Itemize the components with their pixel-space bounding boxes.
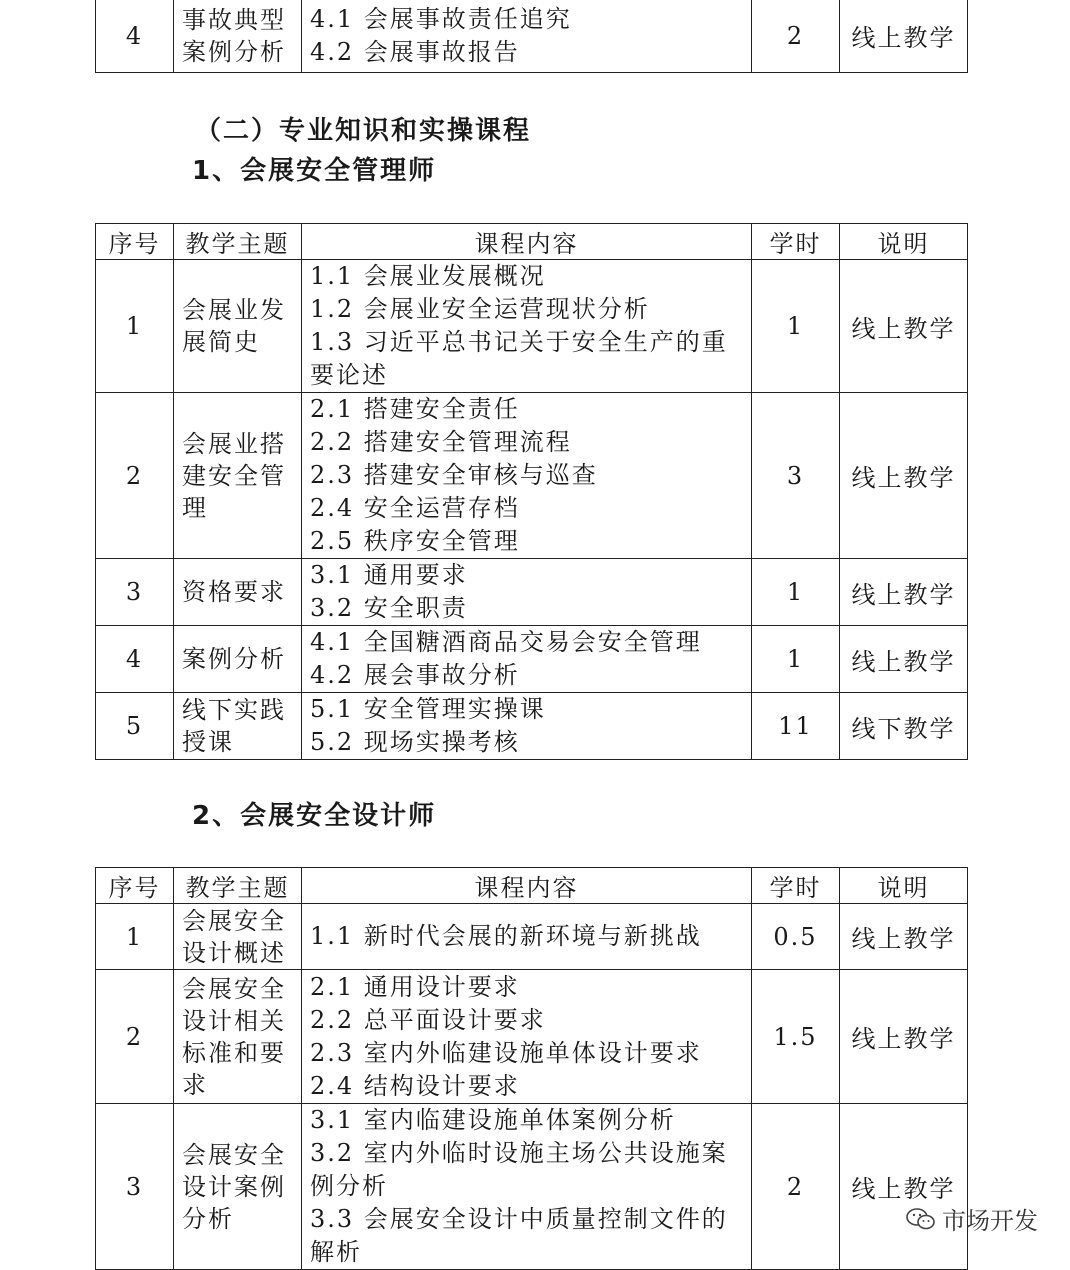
content-line: 2.2 总平面设计要求	[310, 1005, 546, 1034]
sub2-heading: 2、会展安全设计师	[192, 801, 437, 831]
row-hours: 1	[752, 260, 840, 393]
row-hours: 11	[752, 693, 840, 760]
watermark-text: 市场开发	[942, 1207, 1038, 1235]
watermark	[906, 1201, 1038, 1236]
table-safety-designer	[95, 867, 968, 1270]
content-line: 2.5 秩序安全管理	[310, 527, 520, 555]
content-line: 3.1 通用要求	[310, 561, 468, 589]
table-row	[96, 559, 968, 626]
header-row	[96, 868, 968, 904]
row-topic: 会展安全设计概述	[174, 904, 302, 970]
row-contents	[302, 693, 752, 760]
header-note: 说明	[840, 224, 968, 260]
content-line: 3.1 室内临建设施单体案例分析	[310, 1106, 676, 1134]
row-hours: 1	[752, 626, 840, 693]
row-number: 3	[96, 559, 174, 626]
content-line: 2.1 搭建安全责任	[310, 395, 520, 423]
row-note: 线下教学	[840, 693, 968, 760]
content-line: 2.1 通用设计要求	[310, 972, 520, 1001]
row-topic: 会展业发展简史	[174, 260, 302, 393]
row-hours: 0.5	[752, 904, 840, 970]
row-note: 线上教学	[840, 0, 968, 73]
header-hours: 学时	[752, 224, 840, 260]
row-number: 5	[96, 693, 174, 760]
row-hours: 2	[752, 0, 840, 73]
table-row	[96, 1104, 968, 1270]
row-contents	[302, 626, 752, 693]
row-number: 4	[96, 626, 174, 693]
row-note: 线上教学	[840, 559, 968, 626]
row-topic: 线下实践授课	[174, 693, 302, 760]
row-contents	[302, 559, 752, 626]
header-no: 序号	[96, 868, 174, 904]
row-number: 3	[96, 1104, 174, 1270]
content-line: 2.4 结构设计要求	[310, 1071, 520, 1100]
row-hours: 1	[752, 559, 840, 626]
content-line: 2.3 室内外临建设施单体设计要求	[310, 1038, 702, 1067]
content-line: 2.4 安全运营存档	[310, 494, 520, 522]
row-number: 2	[96, 970, 174, 1104]
header-no: 序号	[96, 224, 174, 260]
header-content: 课程内容	[302, 868, 752, 904]
section-heading: （二）专业知识和实操课程	[195, 116, 532, 146]
table-row	[96, 0, 968, 73]
content-line: 4.1 全国糖酒商品交易会安全管理	[310, 628, 702, 656]
content-line: 1.1 会展业发展概况	[310, 262, 546, 290]
top-table	[95, 0, 968, 73]
row-contents	[302, 393, 752, 559]
row-topic: 会展安全设计相关标准和要求	[174, 970, 302, 1104]
header-hours: 学时	[752, 868, 840, 904]
header-topic: 教学主题	[174, 868, 302, 904]
row-topic: 资格要求	[174, 559, 302, 626]
table-row	[96, 260, 968, 393]
content-line: 2.2 搭建安全管理流程	[310, 428, 572, 456]
header-row	[96, 224, 968, 260]
row-hours: 2	[752, 1104, 840, 1270]
table-row	[96, 626, 968, 693]
table-row	[96, 693, 968, 760]
row-topic: 会展安全设计案例分析	[174, 1104, 302, 1270]
row-number: 4	[96, 0, 174, 73]
row-topic: 会展业搭建安全管理	[174, 393, 302, 559]
row-note: 线上教学	[840, 1104, 968, 1270]
row-hours: 3	[752, 393, 840, 559]
header-topic: 教学主题	[174, 224, 302, 260]
row-number: 2	[96, 393, 174, 559]
content-line: 4.2 展会事故分析	[310, 661, 520, 689]
content-line: 3.2 室内外临时设施主场公共设施案例分析	[310, 1139, 728, 1200]
row-note: 线上教学	[840, 626, 968, 693]
content-line: 2.3 搭建安全审核与巡查	[310, 461, 598, 489]
content-line: 1.2 会展业安全运营现状分析	[310, 295, 650, 323]
row-note: 线上教学	[840, 904, 968, 970]
row-contents	[302, 970, 752, 1104]
content-line: 3.2 安全职责	[310, 594, 468, 622]
content-line: 1.1 新时代会展的新环境与新挑战	[310, 922, 702, 950]
content-line: 5.1 安全管理实操课	[310, 695, 546, 723]
header-content: 课程内容	[302, 224, 752, 260]
content-line: 4.2 会展事故报告	[310, 37, 520, 66]
row-number: 1	[96, 904, 174, 970]
content-line: 1.3 习近平总书记关于安全生产的重要论述	[310, 328, 728, 389]
row-contents	[302, 904, 752, 970]
sub1-heading: 1、会展安全管理师	[192, 156, 437, 186]
row-hours: 1.5	[752, 970, 840, 1104]
header-note: 说明	[840, 868, 968, 904]
content-line: 3.3 会展安全设计中质量控制文件的解析	[310, 1205, 728, 1266]
content-line: 5.2 现场实操考核	[310, 728, 520, 756]
row-topic: 案例分析	[174, 626, 302, 693]
wechat-icon	[906, 1207, 936, 1231]
content-line: 4.1 会展事故责任追究	[310, 4, 572, 33]
row-note: 线上教学	[840, 260, 968, 393]
row-note: 线上教学	[840, 393, 968, 559]
table-row	[96, 970, 968, 1104]
row-topic: 事故典型案例分析	[174, 0, 302, 73]
row-contents	[302, 0, 752, 73]
row-number: 1	[96, 260, 174, 393]
row-contents	[302, 1104, 752, 1270]
row-note: 线上教学	[840, 970, 968, 1104]
table-row	[96, 393, 968, 559]
table-safety-manager	[95, 223, 968, 760]
row-contents	[302, 260, 752, 393]
table-row	[96, 904, 968, 970]
